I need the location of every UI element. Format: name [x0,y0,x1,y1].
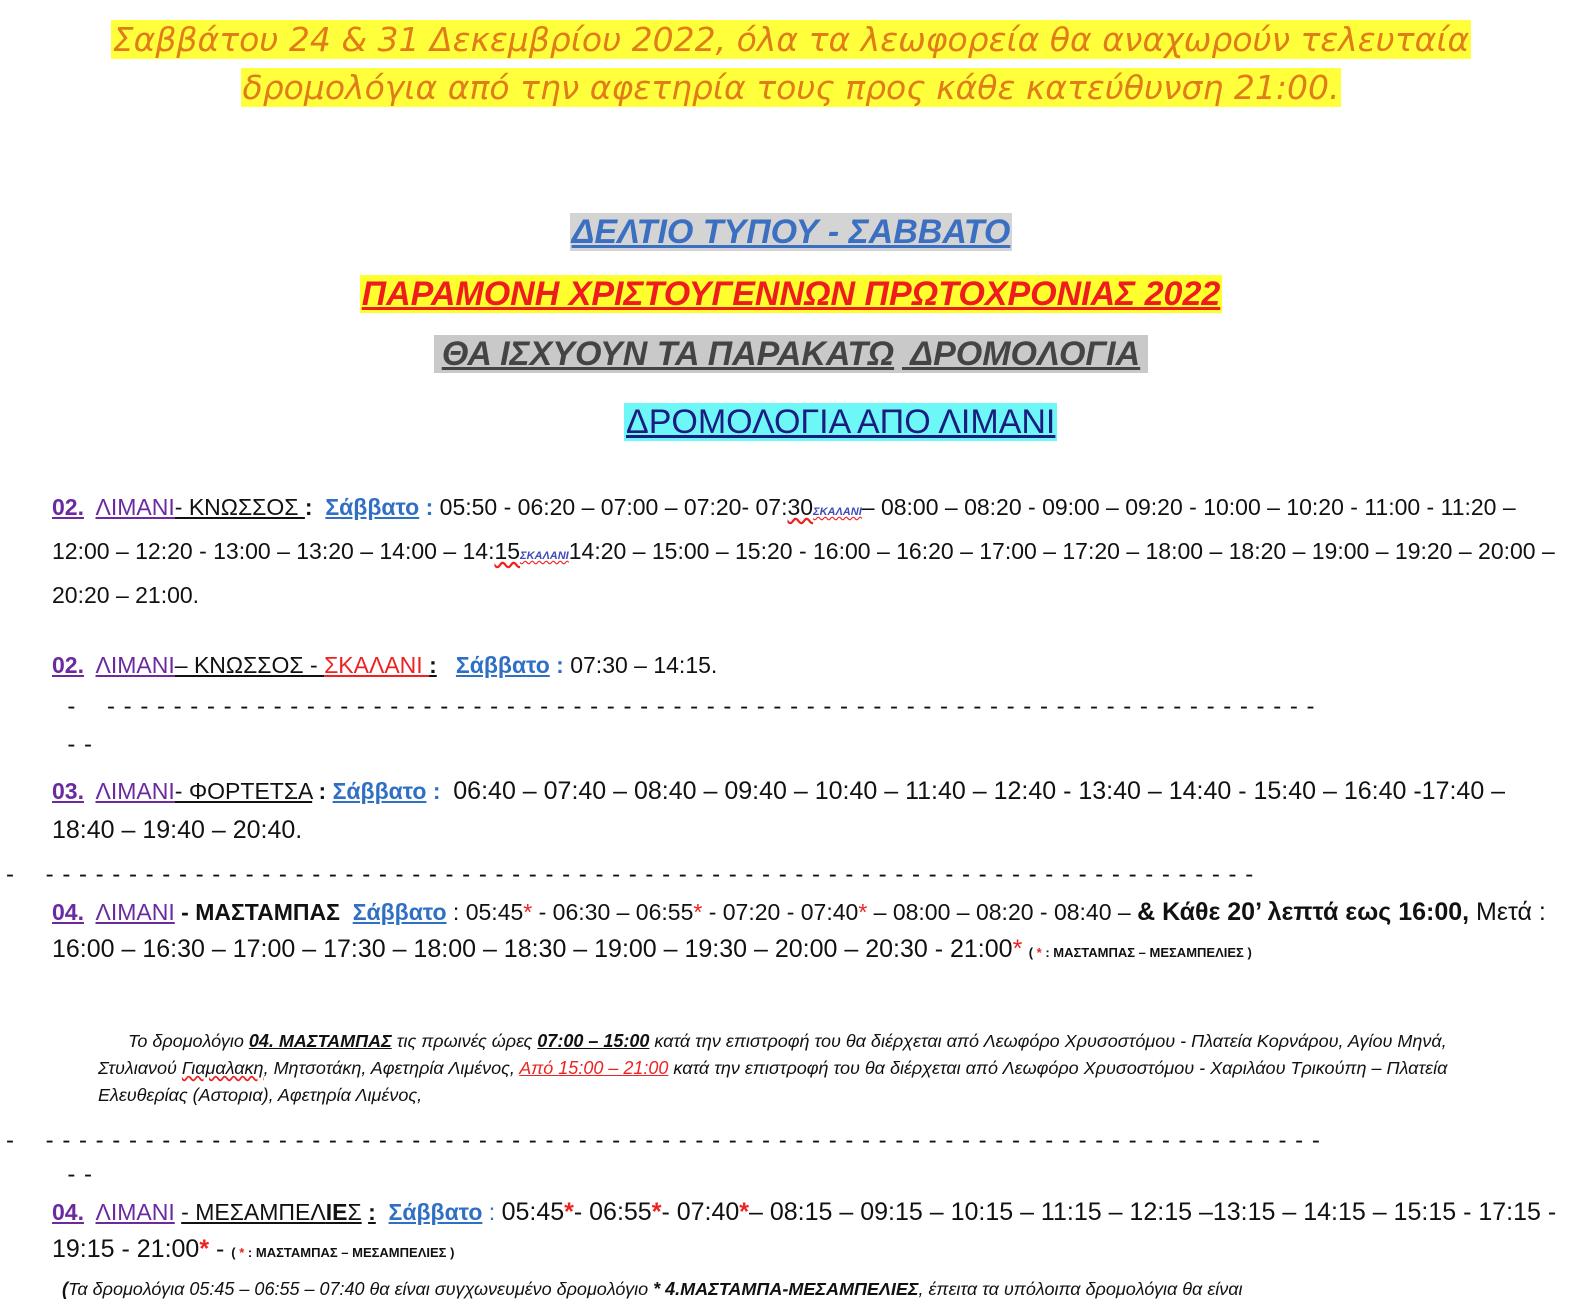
route-02-knossos: 02. ΛΙΜΑΝΙ- ΚΝΩΣΣΟΣ : Σάββατο : 05:50 - 06:20 – 07:00 – 07:20- 07:30ΣΚΑΛΑΝΙ– 08:00 – 08:20 - 09:00 – 09:20 - 10:00 – 10:20 - 11:00 - 11:20 – 12:00 – 12:20 - 13:00 – 13:20 – 14:00 – 14:15ΣΚΑΛΑΝΙ14:20 – 15:00 – 15:20 - 16:00 – 16:20 – 17:00 – 17:20 – 18:00 – 18:20 – 19:00 – 19:20 – 20:00 – 20:20 – 21:00. [52,494,1555,608]
notice-line-2: δρομολόγια από την αφετηρία τους προς κάθε κατεύθυνση 21:00. [242,68,1340,107]
route-times: 06:40 – 07:40 – 08:40 – 09:40 – 10:40 – 11:40 – 12:40 - 13:40 – 14:40 - 15:40 – 16:40 -17:40 – 18:40 – 19:40 – 20:40. [52,777,1506,844]
skalani-tag: ΣΚΑΛΑΝΙ [520,550,569,562]
route-origin: ΛΙΜΑΝΙ [95,652,175,678]
route-times: 05:45*- 06:55*- 07:40*– 08:15 – 09:15 – 10:15 – 11:15 – 12:15 –13:15 – 14:15 – 15:15 - 17:15 - 19:15 - 21:00* - [52,1198,1557,1263]
route-number: 04. [52,1199,84,1225]
separator: - - - - - - - - - - - - - - - - - - - - - - - - - - - - - - - - - - - - - - - - - - - - - - - - - - - - - - - - - - - - - - - - - - - - - - - - - - - - - - [6,1127,1321,1154]
route-number: 02. [52,652,84,678]
route-times: 05:50 - 06:20 – 07:00 – 07:20- 07:30ΣΚΑΛΑΝΙ– 08:00 – 08:20 - 09:00 – 09:20 - 10:00 – 10:20 - 11:00 - 11:20 – 12:00 – 12:20 - 13:00 – 13:20 – 14:00 – 14:15ΣΚΑΛΑΝΙ14:20 – 15:00 – 15:20 - 16:00 – 16:20 – 17:00 – 17:20 – 18:00 – 18:20 – 19:00 – 19:20 – 20:00 – 20:20 – 21:00. [52,494,1555,608]
route-origin: ΛΙΜΑΝΙ [95,1199,175,1225]
route-04-mesampelies: 04. ΛΙΜΑΝΙ - ΜΕΣΑΜΠΕΛΙΕΣ : Σάββατο : 05:45*- 06:55*- 07:40*– 08:15 – 09:15 – 10:15 – 11:15 – 12:15 –13:15 – 14:15 – 15:15 - 17:15 - 19:15 - 21:00* - ( * : ΜΑΣΤΑΜΠΑΣ – ΜΕΣΑΜΠΕΛΙΕΣ ) [52,1198,1557,1263]
merged-route-note: (Τα δρομολόγια 05:45 – 06:55 – 07:40 θα είναι συγχωνευμένο δρομολόγιο * 4.ΜΑΣΤΑΜΠΑ-ΜΕΣΑΜΠΕΛΙΕΣ, έπειτα τα υπόλοιπα δρομολόγια θα είναι [62,1279,1243,1299]
star-legend: ( * : ΜΑΣΤΑΜΠΑΣ – ΜΕΣΑΜΠΕΛΙΕΣ ) [231,1245,455,1260]
route-destination-skalani: ΣΚΑΛΑΝΙ [324,652,430,678]
frequency-note: & Κάθε 20’ λεπτά εως 16:00, [1137,898,1470,926]
separator: - - [52,1161,93,1188]
day-label: Σάββατο [352,899,447,925]
route-number: 02. [52,494,84,520]
route-origin: ΛΙΜΑΝΙ [95,899,175,925]
route-02-knossos-skalani: 02. ΛΙΜΑΝΙ– ΚΝΩΣΣΟΣ - ΣΚΑΛΑΝΙ : Σάββατο : 07:30 – 14:15. [52,652,718,678]
separator: - - - - - - - - - - - - - - - - - - - - - - - - - - - - - - - - - - - - - - - - - - - - - - - - - - - - - - - - - - - - - - - - - - - - - - - - - - [6,861,1255,888]
valid-routes-heading: ΘΑ ΙΣΧΥΟΥΝ ΤΑ ΠΑΡΑΚΑΤΩ ΔΡΟΜΟΛΟΓΙΑ [0,330,1582,378]
holiday-notice [0,16,1582,112]
route-origin: ΛΙΜΑΝΙ [95,778,175,804]
route-04-return-note: Το δρομολόγιο 04. ΜΑΣΤΑΜΠΑΣ τις πρωινές ώρες 07:00 – 15:00 κατά την επιστροφή του θα διέρχεται από Λεωφόρο Χρυσοστόμου - Πλατεία Κορνάρου, Αγίου Μηνά, Στυλιανού Γιαμαλακη, Μητσοτάκη, Αφετηρία Λιμένος, Από 15:00 – 21:00 κατά την επιστροφή του θα διέρχεται από Λεωφόρο Χρυσοστόμου - Χαριλάου Τρικούπη – Πλατεία Ελευθερίας (Αστορια), Αφετηρία Λιμένος, [98,1031,1448,1105]
route-times: 07:30 – 14:15. [570,652,718,678]
route-times: 05:45* - 06:30 – 06:55* - 07:20 - 07:40* – 08:00 – 08:20 - 08:40 – & Κάθε 20’ λεπτά εως 16:00, Μετά : 16:00 – 16:30 – 17:00 – 17:30 – 18:00 – 18:30 – 19:00 – 19:30 – 20:00 – 20:30 - 21:00* [52,898,1546,963]
separator: - - - - - - - - - - - - - - - - - - - - - - - - - - - - - - - - - - - - - - - - - - - - - - - - - - - - - - - - - - - - - - - - - - - - - - - - - - [52,693,1316,720]
route-destination: – ΚΝΩΣΣΟΣ - [174,652,325,678]
christmas-eve-subtitle: ΠΑΡΑΜΟΝΗ ΧΡΙΣΤΟΥΓΕΝΝΩΝ ΠΡΩΤΟΧΡΟΝΙΑΣ 2022 [361,275,1221,313]
routes-from-port-heading: ΔΡΟΜΟΛΟΓΙΑ ΑΠΟ ΛΙΜΑΝΙ [626,403,1056,441]
route-origin: ΛΙΜΑΝΙ [95,494,175,520]
day-label: Σάββατο [455,652,550,678]
notice-line-1: Σαββάτου 24 & 31 Δεκεμβρίου 2022, όλα τα λεωφορεία θα αναχωρούν τελευταία [112,20,1470,59]
route-number: 04. [52,899,84,925]
route-03-fortetsa: 03. ΛΙΜΑΝΙ- ΦΟΡΤΕΤΣΑ : Σάββατο : 06:40 – 07:40 – 08:40 – 09:40 – 10:40 – 11:40 – 12:40 - 13:40 – 14:40 - 15:40 – 16:40 -17:40 – 18:40 – 19:40 – 20:40. [52,777,1506,844]
star-legend: ( * : ΜΑΣΤΑΜΠΑΣ – ΜΕΣΑΜΠΕΛΙΕΣ ) [1028,945,1252,960]
route-destination: - ΜΑΣΤΑΜΠΑΣ [181,899,340,925]
route-number: 03. [52,778,84,804]
separator: - - [52,731,93,758]
route-destination: - ΜΕΣΑΜΠΕΛΙΕΣ [181,1199,362,1225]
route-destination: - ΦΟΡΤΕΤΣΑ [174,778,313,804]
press-release-title: ΔΕΛΤΙΟ ΤΥΠΟΥ - ΣΑΒΒΑΤΟ [571,213,1011,251]
day-label: Σάββατο [388,1199,483,1225]
route-destination: - ΚΝΩΣΣΟΣ [174,494,305,520]
skalani-tag: ΣΚΑΛΑΝΙ [813,506,862,518]
route-04-mastampas: 04. ΛΙΜΑΝΙ - ΜΑΣΤΑΜΠΑΣ Σάββατο : 05:45* - 06:30 – 06:55* - 07:20 - 07:40* – 08:00 – 08:20 - 08:40 – & Κάθε 20’ λεπτά εως 16:00, Μετά : 16:00 – 16:30 – 17:00 – 17:30 – 18:00 – 18:30 – 19:00 – 19:30 – 20:00 – 20:30 - 21:00* ( * : ΜΑΣΤΑΜΠΑΣ – ΜΕΣΑΜΠΕΛΙΕΣ ) [52,898,1546,963]
day-label: Σάββατο [325,494,420,520]
day-label: Σάββατο [332,778,427,804]
